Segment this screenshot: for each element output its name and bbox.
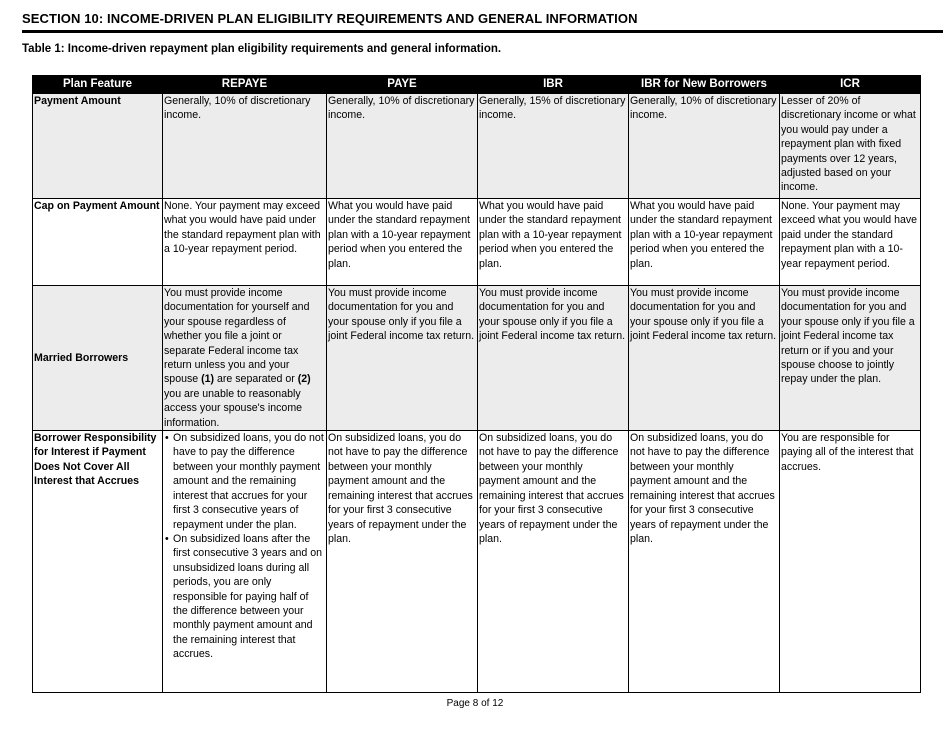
cell-cap-paye: What you would have paid under the standard repayment plan with a 10-year repayment period when you entered the plan. xyxy=(327,199,478,286)
eligibility-table xyxy=(32,75,921,693)
column-header-icr: ICR xyxy=(780,76,921,94)
cell-interest-paye: On subsidized loans, you do not have to pay the difference between your monthly payment amount and the remaining interest that accrues for your first 3 consecutive years of repayment under the plan. xyxy=(327,431,478,693)
cell-married-repaye xyxy=(163,286,327,431)
married-repaye-text-2: are separated or xyxy=(214,373,298,386)
cell-cap-ibr-new: What you would have paid under the standard repayment plan with a 10-year repayment period when you entered the plan. xyxy=(629,199,780,286)
list-item: • On subsidized loans after the first consecutive 3 years and on unsubsidized loans during all periods, you are only responsible for paying half of the difference between your monthly payment amount and the remaining interest that accrues. xyxy=(164,532,324,662)
cell-cap-icr: None. Your payment may exceed what you would have paid under the standard repayment plan with a 10-year repayment period. xyxy=(780,199,921,286)
cell-cap-repaye: None. Your payment may exceed what you would have paid under the standard repayment plan with a 10-year repayment period. xyxy=(163,199,327,286)
cell-payment-icr: Lesser of 20% of discretionary income or what you would pay under a repayment plan with fixed payments over 12 years, adjusted based on your income. xyxy=(780,94,921,199)
married-repaye-text-1: You must provide income documentation for yourself and your spouse regardless of whether you file a joint or separate Federal income tax return unless you and your spouse xyxy=(164,287,310,386)
cell-married-paye: You must provide income documentation for you and your spouse only if you file a joint Federal income tax return. xyxy=(327,286,478,431)
table-row-interest xyxy=(33,431,921,693)
table-row-payment-amount xyxy=(33,94,921,199)
cell-interest-ibr-new: On subsidized loans, you do not have to pay the difference between your monthly payment amount and the remaining interest that accrues for your first 3 consecutive years of repayment under the plan. xyxy=(629,431,780,693)
row-label-married: Married Borrowers xyxy=(33,286,163,431)
cell-interest-icr: You are responsible for paying all of the interest that accrues. xyxy=(780,431,921,693)
header-row xyxy=(33,76,921,94)
list-item: • On subsidized loans, you do not have to pay the difference between your monthly payment amount and the remaining interest that accrues for your first 3 consecutive years of repayment under the plan. xyxy=(164,431,324,532)
table-row-married xyxy=(33,286,921,431)
cell-payment-repaye: Generally, 10% of discretionary income. xyxy=(163,94,327,199)
cell-cap-ibr: What you would have paid under the standard repayment plan with a 10-year repayment period when you entered the plan. xyxy=(478,199,629,286)
column-header-plan-feature: Plan Feature xyxy=(33,76,163,94)
section-title: SECTION 10: INCOME-DRIVEN PLAN ELIGIBILITY REQUIREMENTS AND GENERAL INFORMATION xyxy=(22,11,943,33)
cell-interest-repaye xyxy=(163,431,327,693)
cell-payment-ibr: Generally, 15% of discretionary income. xyxy=(478,94,629,199)
page-number: Page 8 of 12 xyxy=(446,698,504,709)
column-header-ibr: IBR xyxy=(478,76,629,94)
row-label-payment-amount: Payment Amount xyxy=(33,94,163,199)
cell-married-ibr-new: You must provide income documentation for you and your spouse only if you file a joint Federal income tax return. xyxy=(629,286,780,431)
interest-repaye-bullet-list xyxy=(164,431,324,662)
married-repaye-num-1: (1) xyxy=(201,373,215,386)
table-caption: Table 1: Income-driven repayment plan eligibility requirements and general information. xyxy=(22,43,502,55)
row-label-cap: Cap on Payment Amount xyxy=(33,199,163,286)
column-header-repaye: REPAYE xyxy=(163,76,327,94)
married-repaye-num-2: (2) xyxy=(297,373,311,386)
column-header-ibr-new: IBR for New Borrowers xyxy=(629,76,780,94)
cell-married-ibr: You must provide income documentation for you and your spouse only if you file a joint Federal income tax return. xyxy=(478,286,629,431)
table-row-cap xyxy=(33,199,921,286)
row-label-interest: Borrower Responsibility for Interest if Payment Does Not Cover All Interest that Accrues xyxy=(33,431,163,693)
married-repaye-text-3: you are unable to reasonably access your spouse's income information. xyxy=(164,387,303,429)
cell-married-icr: You must provide income documentation for you and your spouse only if you file a joint Federal income tax return or if you and your spouse choose to jointly repay under the plan. xyxy=(780,286,921,431)
cell-interest-ibr: On subsidized loans, you do not have to pay the difference between your monthly payment amount and the remaining interest that accrues for your first 3 consecutive years of repayment under the plan. xyxy=(478,431,629,693)
column-header-paye: PAYE xyxy=(327,76,478,94)
cell-payment-ibr-new: Generally, 10% of discretionary income. xyxy=(629,94,780,199)
cell-payment-paye: Generally, 10% of discretionary income. xyxy=(327,94,478,199)
